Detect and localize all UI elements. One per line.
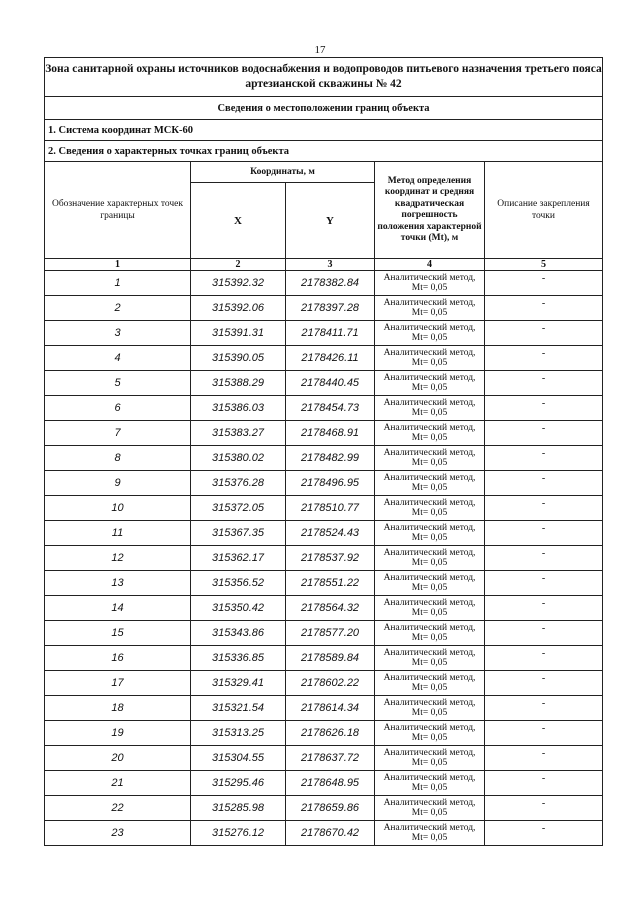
table-row — [45, 321, 603, 346]
method-cell — [375, 446, 485, 471]
method-accuracy: Mt= 0,05 — [411, 733, 448, 743]
coord-x: 315356.52 — [191, 571, 286, 596]
coord-x: 315336.85 — [191, 646, 286, 671]
method-accuracy: Mt= 0,05 — [411, 433, 448, 443]
method-cell — [375, 521, 485, 546]
coord-x: 315276.12 — [191, 821, 286, 846]
page-number: 17 — [314, 44, 326, 56]
coord-x: 315313.25 — [191, 721, 286, 746]
description-cell: - — [485, 771, 603, 796]
column-number: 3 — [286, 259, 375, 271]
method-cell — [375, 496, 485, 521]
point-number: 3 — [45, 321, 191, 346]
method-text: Аналитический метод, — [383, 348, 476, 358]
description-cell: - — [485, 621, 603, 646]
description-cell: - — [485, 321, 603, 346]
description-cell: - — [485, 346, 603, 371]
point-number: 15 — [45, 621, 191, 646]
method-text: Аналитический метод, — [383, 648, 476, 658]
coord-y: 2178454.73 — [286, 396, 375, 421]
description-cell: - — [485, 446, 603, 471]
description-cell: - — [485, 421, 603, 446]
method-cell — [375, 696, 485, 721]
table-row — [45, 521, 603, 546]
coord-y: 2178426.11 — [286, 346, 375, 371]
coord-x: 315285.98 — [191, 796, 286, 821]
column-numbers-row — [45, 259, 603, 271]
coord-y: 2178670.42 — [286, 821, 375, 846]
table-row — [45, 421, 603, 446]
coord-y: 2178614.34 — [286, 696, 375, 721]
method-cell — [375, 571, 485, 596]
method-accuracy: Mt= 0,05 — [411, 358, 448, 368]
coord-y: 2178468.91 — [286, 421, 375, 446]
point-number: 20 — [45, 746, 191, 771]
coord-y: 2178382.84 — [286, 271, 375, 296]
coord-y: 2178397.28 — [286, 296, 375, 321]
point-number: 12 — [45, 546, 191, 571]
coord-y: 2178496.95 — [286, 471, 375, 496]
description-cell: - — [485, 371, 603, 396]
method-text: Аналитический метод, — [383, 398, 476, 408]
method-text: Аналитический метод, — [383, 773, 476, 783]
method-text: Аналитический метод, — [383, 698, 476, 708]
method-text: Аналитический метод, — [383, 573, 476, 583]
coord-x: 315343.86 — [191, 621, 286, 646]
coord-x: 315304.55 — [191, 746, 286, 771]
description-cell: - — [485, 271, 603, 296]
coord-x: 315329.41 — [191, 671, 286, 696]
table-row — [45, 446, 603, 471]
method-cell — [375, 396, 485, 421]
method-cell — [375, 271, 485, 296]
method-accuracy: Mt= 0,05 — [411, 283, 448, 293]
point-number: 22 — [45, 796, 191, 821]
method-accuracy: Mt= 0,05 — [411, 608, 448, 618]
header-point: Обозначение характерных точек границы — [45, 162, 191, 259]
table-row — [45, 596, 603, 621]
method-cell — [375, 346, 485, 371]
table-row — [45, 496, 603, 521]
method-cell — [375, 796, 485, 821]
point-number: 21 — [45, 771, 191, 796]
coord-y: 2178411.71 — [286, 321, 375, 346]
point-number: 10 — [45, 496, 191, 521]
point-number: 17 — [45, 671, 191, 696]
band-heading: Сведения о местоположении границ объекта — [45, 97, 603, 120]
method-cell — [375, 321, 485, 346]
method-accuracy: Mt= 0,05 — [411, 583, 448, 593]
boundary-table — [44, 57, 603, 846]
method-accuracy: Mt= 0,05 — [411, 408, 448, 418]
table-row — [45, 571, 603, 596]
coord-y: 2178602.22 — [286, 671, 375, 696]
coord-x: 315392.32 — [191, 271, 286, 296]
method-cell — [375, 296, 485, 321]
method-text: Аналитический метод, — [383, 673, 476, 683]
header-description: Описание закрепления точки — [485, 162, 603, 259]
method-cell — [375, 371, 485, 396]
table-row — [45, 471, 603, 496]
method-accuracy: Mt= 0,05 — [411, 508, 448, 518]
description-cell: - — [485, 821, 603, 846]
method-cell — [375, 821, 485, 846]
method-cell — [375, 621, 485, 646]
point-number: 4 — [45, 346, 191, 371]
method-text: Аналитический метод, — [383, 723, 476, 733]
method-accuracy: Mt= 0,05 — [411, 458, 448, 468]
method-text: Аналитический метод, — [383, 598, 476, 608]
point-number: 9 — [45, 471, 191, 496]
coord-y: 2178659.86 — [286, 796, 375, 821]
method-accuracy: Mt= 0,05 — [411, 708, 448, 718]
method-text: Аналитический метод, — [383, 498, 476, 508]
coord-y: 2178577.20 — [286, 621, 375, 646]
method-text: Аналитический метод, — [383, 823, 476, 833]
coord-x: 315362.17 — [191, 546, 286, 571]
point-number: 8 — [45, 446, 191, 471]
coord-y: 2178482.99 — [286, 446, 375, 471]
description-cell: - — [485, 696, 603, 721]
method-accuracy: Mt= 0,05 — [411, 658, 448, 668]
method-accuracy: Mt= 0,05 — [411, 558, 448, 568]
point-number: 19 — [45, 721, 191, 746]
coord-x: 315391.31 — [191, 321, 286, 346]
method-cell — [375, 471, 485, 496]
table-row — [45, 621, 603, 646]
table-row — [45, 721, 603, 746]
method-accuracy: Mt= 0,05 — [411, 783, 448, 793]
method-accuracy: Mt= 0,05 — [411, 833, 448, 843]
coord-y: 2178524.43 — [286, 521, 375, 546]
table-row — [45, 796, 603, 821]
description-cell: - — [485, 721, 603, 746]
method-text: Аналитический метод, — [383, 373, 476, 383]
coord-x: 315350.42 — [191, 596, 286, 621]
table-row — [45, 371, 603, 396]
method-cell — [375, 771, 485, 796]
point-number: 6 — [45, 396, 191, 421]
point-number: 7 — [45, 421, 191, 446]
method-text: Аналитический метод, — [383, 523, 476, 533]
method-accuracy: Mt= 0,05 — [411, 383, 448, 393]
point-number: 13 — [45, 571, 191, 596]
description-cell: - — [485, 796, 603, 821]
point-number: 11 — [45, 521, 191, 546]
table-row — [45, 396, 603, 421]
table-row — [45, 671, 603, 696]
method-text: Аналитический метод, — [383, 473, 476, 483]
point-number: 5 — [45, 371, 191, 396]
description-cell: - — [485, 496, 603, 521]
method-text: Аналитический метод, — [383, 423, 476, 433]
coord-y: 2178551.22 — [286, 571, 375, 596]
coord-y: 2178510.77 — [286, 496, 375, 521]
description-cell: - — [485, 646, 603, 671]
method-cell — [375, 721, 485, 746]
document-title: Зона санитарной охраны источников водоснабжения и водопроводов питьевого назначения третьего пояса артезианской скважины № 42 — [45, 58, 603, 97]
header-x: X — [191, 183, 286, 259]
point-number: 1 — [45, 271, 191, 296]
method-accuracy: Mt= 0,05 — [411, 483, 448, 493]
coord-x: 315386.03 — [191, 396, 286, 421]
method-cell — [375, 546, 485, 571]
description-cell: - — [485, 521, 603, 546]
method-cell — [375, 646, 485, 671]
header-coordinates: Координаты, м — [191, 162, 375, 183]
method-accuracy: Mt= 0,05 — [411, 533, 448, 543]
coord-x: 315321.54 — [191, 696, 286, 721]
table-row — [45, 546, 603, 571]
method-cell — [375, 596, 485, 621]
coord-y: 2178637.72 — [286, 746, 375, 771]
point-number: 23 — [45, 821, 191, 846]
point-number: 2 — [45, 296, 191, 321]
header-y: Y — [286, 183, 375, 259]
coord-y: 2178440.45 — [286, 371, 375, 396]
coord-x: 315380.02 — [191, 446, 286, 471]
method-text: Аналитический метод, — [383, 798, 476, 808]
method-accuracy: Mt= 0,05 — [411, 808, 448, 818]
description-cell: - — [485, 296, 603, 321]
method-text: Аналитический метод, — [383, 298, 476, 308]
column-number: 1 — [45, 259, 191, 271]
column-number: 4 — [375, 259, 485, 271]
column-number: 2 — [191, 259, 286, 271]
method-text: Аналитический метод, — [383, 323, 476, 333]
section-characteristic-points: 2. Сведения о характерных точках границ объекта — [45, 141, 603, 162]
column-number: 5 — [485, 259, 603, 271]
coord-x: 315392.06 — [191, 296, 286, 321]
point-number: 16 — [45, 646, 191, 671]
method-text: Аналитический метод, — [383, 623, 476, 633]
description-cell: - — [485, 471, 603, 496]
method-accuracy: Mt= 0,05 — [411, 308, 448, 318]
coord-y: 2178648.95 — [286, 771, 375, 796]
description-cell: - — [485, 671, 603, 696]
point-number: 18 — [45, 696, 191, 721]
coord-x: 315376.28 — [191, 471, 286, 496]
method-text: Аналитический метод, — [383, 548, 476, 558]
point-number: 14 — [45, 596, 191, 621]
coord-x: 315372.05 — [191, 496, 286, 521]
table-row — [45, 696, 603, 721]
method-accuracy: Mt= 0,05 — [411, 683, 448, 693]
coord-x: 315390.05 — [191, 346, 286, 371]
description-cell: - — [485, 571, 603, 596]
coord-x: 315295.46 — [191, 771, 286, 796]
coord-x: 315383.27 — [191, 421, 286, 446]
table-row — [45, 746, 603, 771]
method-accuracy: Mt= 0,05 — [411, 633, 448, 643]
coord-y: 2178537.92 — [286, 546, 375, 571]
coord-y: 2178589.84 — [286, 646, 375, 671]
data-rows — [45, 271, 603, 846]
table-row — [45, 771, 603, 796]
table-row — [45, 346, 603, 371]
method-accuracy: Mt= 0,05 — [411, 758, 448, 768]
coord-y: 2178626.18 — [286, 721, 375, 746]
coord-x: 315367.35 — [191, 521, 286, 546]
coord-y: 2178564.32 — [286, 596, 375, 621]
method-cell — [375, 421, 485, 446]
table-row — [45, 646, 603, 671]
description-cell: - — [485, 396, 603, 421]
description-cell: - — [485, 596, 603, 621]
section-coordinate-system: 1. Система координат МСК-60 — [45, 120, 603, 141]
description-cell: - — [485, 546, 603, 571]
method-text: Аналитический метод, — [383, 448, 476, 458]
method-cell — [375, 671, 485, 696]
table-row — [45, 296, 603, 321]
method-text: Аналитический метод, — [383, 273, 476, 283]
header-method: Метод определения координат и средняя квадратическая погрешность положения характерной точки (Mt), м — [375, 162, 485, 259]
method-text: Аналитический метод, — [383, 748, 476, 758]
description-cell: - — [485, 746, 603, 771]
table-row — [45, 821, 603, 846]
coord-x: 315388.29 — [191, 371, 286, 396]
table-row — [45, 271, 603, 296]
method-cell — [375, 746, 485, 771]
method-accuracy: Mt= 0,05 — [411, 333, 448, 343]
